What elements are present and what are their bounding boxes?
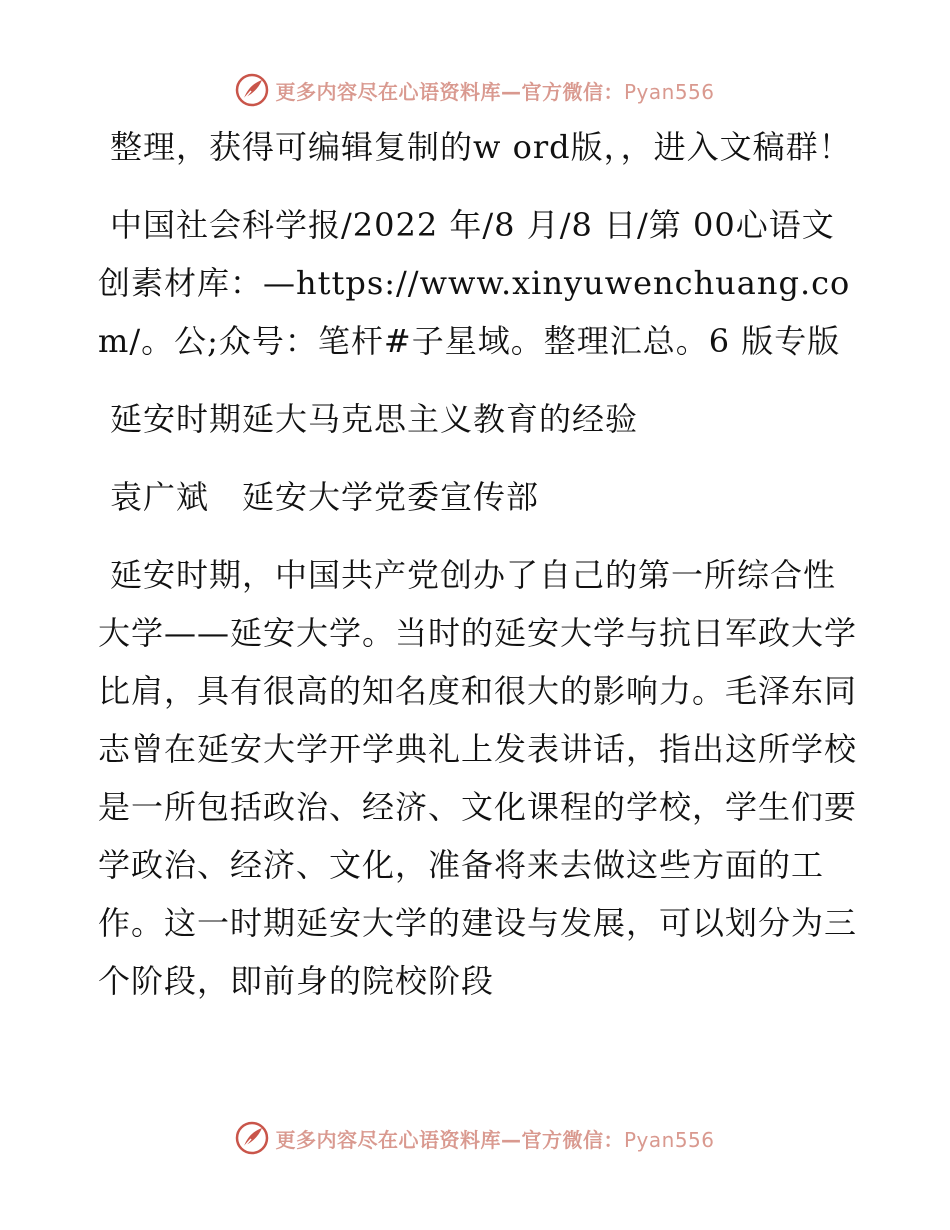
intro-paragraph: 整理，获得可编辑复制的w ord版，，进入文稿群！: [110, 128, 852, 166]
feather-pen-logo-icon: [235, 1121, 269, 1155]
article-title: 延安时期延大马克思主义教育的经验: [110, 400, 639, 438]
article-author: 袁广斌 延安大学党委宣传部: [110, 478, 540, 516]
watermark-text: 更多内容尽在心语资料库—官方微信：Pyan556: [275, 79, 715, 104]
wechat-id: Pyan556: [623, 79, 715, 104]
header-watermark: [0, 70, 950, 110]
feather-pen-logo-icon: [235, 73, 269, 107]
source-paragraph: 中国社会科学报/2022 年/8 月/8 日/第 00心语文创素材库：—https://www.xinyuwenchuang.com/。公;众号：笔杆#子星域。整理汇总。6 版专版: [98, 206, 851, 360]
document-body: [98, 118, 858, 1010]
watermark-text: 更多内容尽在心语资料库—官方微信：Pyan556: [275, 1127, 715, 1152]
wechat-id: Pyan556: [623, 1127, 715, 1152]
footer-watermark: [0, 1118, 950, 1158]
body-paragraph: 延安时期，中国共产党创办了自己的第一所综合性大学——延安大学。当时的延安大学与抗日军政大学比肩，具有很高的知名度和很大的影响力。毛泽东同志曾在延安大学开学典礼上发表讲话，指出这所学校是一所包括政治、经济、文化课程的学校，学生们要学政治、经济、文化，准备将来去做这些方面的工作。这一时期延安大学的建设与发展，可以划分为三个阶段，即前身的院校阶段: [98, 556, 858, 1000]
